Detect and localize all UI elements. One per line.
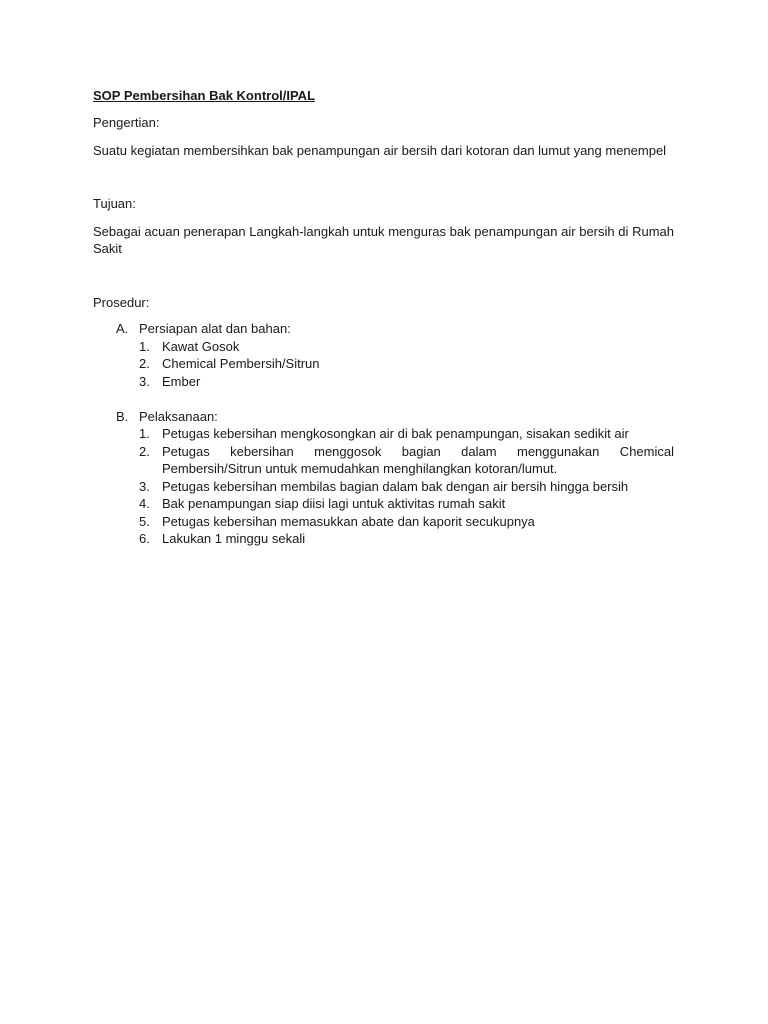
list-item	[139, 355, 674, 373]
list-item-text: Ember	[162, 373, 201, 389]
section-label: Persiapan alat dan bahan:	[139, 321, 291, 336]
list-item-number: 2.	[139, 443, 150, 459]
list-item	[139, 478, 674, 496]
list-item-number: 6.	[139, 531, 150, 546]
section-marker: A.	[116, 321, 129, 336]
document-title: SOP Pembersihan Bak Kontrol/IPAL	[93, 88, 316, 103]
list-item-text: Lakukan 1 minggu sekali	[162, 531, 306, 546]
section-pelaksanaan	[93, 408, 674, 548]
tujuan-text: Sebagai acuan penerapan Langkah-langkah untuk menguras bak penampungan air bersih di Rumah Sakit	[93, 223, 674, 256]
list-item-number: 1.	[139, 426, 150, 441]
pelaksanaan-item-list	[139, 425, 674, 548]
list-item-text: Bak penampungan siap diisi lagi untuk aktivitas rumah sakit	[162, 496, 506, 511]
list-item-text: Petugas kebersihan menggosok bagian dalam menggunakan Chemical Pembersih/Sitrun untuk memudahkan menghilangkan kotoran/lumut.	[162, 443, 674, 476]
list-item-text: Petugas kebersihan memasukkan abate dan kaporit secukupnya	[162, 513, 535, 529]
list-item-text: Chemical Pembersih/Sitrun	[162, 356, 320, 371]
section-persiapan	[93, 320, 674, 390]
persiapan-item-list	[139, 338, 674, 391]
list-item-text: Petugas kebersihan membilas bagian dalam bak dengan air bersih hingga bersih	[162, 478, 629, 494]
document-page	[93, 87, 674, 548]
list-item-number: 4.	[139, 496, 150, 511]
section-label: Pelaksanaan:	[139, 408, 218, 424]
list-item	[139, 495, 674, 513]
list-item	[139, 443, 674, 478]
list-item-number: 3.	[139, 478, 150, 494]
prosedur-section-list	[93, 320, 674, 548]
list-item-number: 5.	[139, 513, 150, 529]
list-item	[139, 530, 674, 548]
list-item	[139, 425, 674, 443]
tujuan-heading: Tujuan:	[93, 196, 136, 211]
prosedur-heading: Prosedur:	[93, 294, 150, 310]
list-item-text: Kawat Gosok	[162, 338, 240, 354]
list-item-number: 1.	[139, 338, 150, 354]
list-item-number: 2.	[139, 356, 150, 371]
pengertian-heading: Pengertian:	[93, 115, 160, 130]
section-marker: B.	[116, 408, 129, 424]
list-item	[139, 338, 674, 356]
pengertian-text: Suatu kegiatan membersihkan bak penampungan air bersih dari kotoran dan lumut yang menempel	[93, 142, 667, 158]
list-item-text: Petugas kebersihan mengkosongkan air di bak penampungan, sisakan sedikit air	[162, 426, 629, 441]
list-item	[139, 513, 674, 531]
list-item	[139, 373, 674, 391]
list-item-number: 3.	[139, 373, 150, 389]
